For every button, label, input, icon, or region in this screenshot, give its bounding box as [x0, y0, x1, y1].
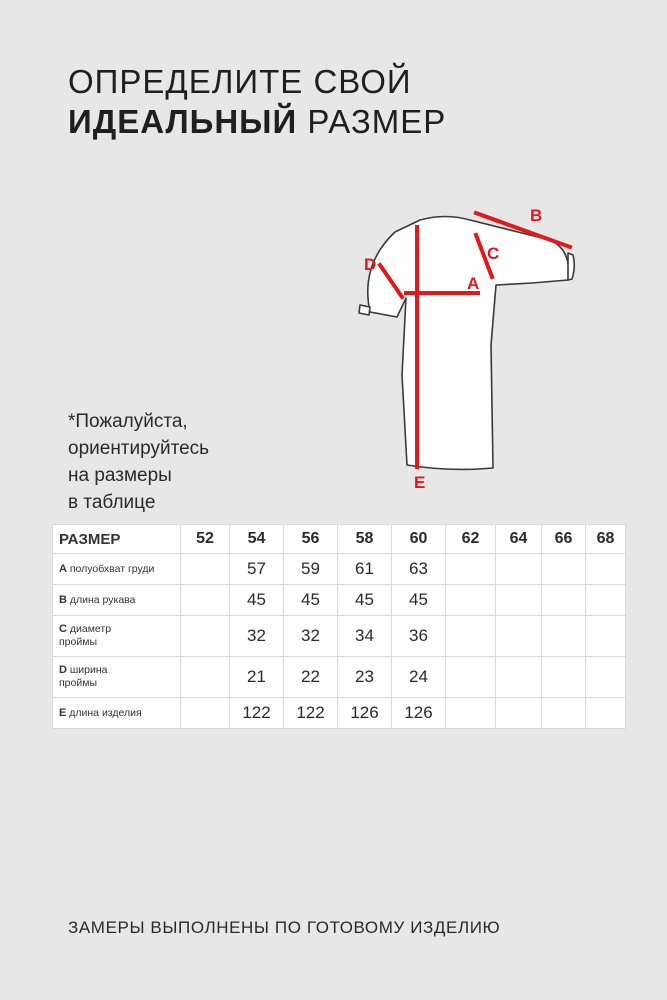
- table-cell: [586, 616, 626, 657]
- row-label: C диаметр проймы: [53, 616, 181, 657]
- table-cell: [496, 585, 542, 616]
- size-table: [52, 524, 626, 729]
- table-cell: 34: [338, 616, 392, 657]
- table-row: [53, 657, 626, 698]
- table-cell: 126: [338, 698, 392, 729]
- right-cuff: [568, 253, 574, 280]
- title-rest: РАЗМЕР: [297, 103, 447, 140]
- label-a: A: [467, 274, 480, 293]
- left-cuff: [359, 305, 370, 315]
- page-title: [68, 62, 446, 142]
- table-cell: 61: [338, 554, 392, 585]
- size-header: 66: [542, 525, 586, 554]
- row-label: E длина изделия: [53, 698, 181, 729]
- table-row: [53, 554, 626, 585]
- table-cell: [542, 616, 586, 657]
- size-header: 62: [446, 525, 496, 554]
- row-label: A полуобхват груди: [53, 554, 181, 585]
- table-cell: 45: [230, 585, 284, 616]
- table-cell: 57: [230, 554, 284, 585]
- table-cell: 45: [284, 585, 338, 616]
- dress-outline: [368, 217, 569, 470]
- note-line: ориентируйтесь: [68, 438, 210, 459]
- table-cell: 45: [392, 585, 446, 616]
- table-cell: [446, 585, 496, 616]
- label-e: E: [414, 473, 426, 492]
- row-label: D ширина проймы: [53, 657, 181, 698]
- table-cell: 126: [392, 698, 446, 729]
- table-cell: 22: [284, 657, 338, 698]
- label-b: B: [530, 206, 543, 225]
- dress-diagram: [350, 195, 590, 495]
- table-cell: 122: [284, 698, 338, 729]
- note-line: в таблице: [68, 492, 156, 513]
- table-cell: 36: [392, 616, 446, 657]
- label-c: C: [487, 244, 500, 263]
- row-label: B длина рукава: [53, 585, 181, 616]
- table-cell: [586, 657, 626, 698]
- table-cell: [586, 585, 626, 616]
- table-cell: 59: [284, 554, 338, 585]
- table-cell: 21: [230, 657, 284, 698]
- table-row: [53, 698, 626, 729]
- label-d: D: [364, 255, 377, 274]
- size-header: 68: [586, 525, 626, 554]
- table-cell: [181, 698, 230, 729]
- table-cell: [496, 554, 542, 585]
- table-cell: 122: [230, 698, 284, 729]
- size-header: 52: [181, 525, 230, 554]
- table-cell: [586, 698, 626, 729]
- table-cell: 24: [392, 657, 446, 698]
- table-cell: [181, 554, 230, 585]
- header-label: РАЗМЕР: [53, 525, 181, 554]
- table-row: [53, 585, 626, 616]
- size-header: 56: [284, 525, 338, 554]
- table-cell: 32: [230, 616, 284, 657]
- title-line-1: ОПРЕДЕЛИТЕ СВОЙ: [68, 63, 412, 100]
- table-cell: [586, 554, 626, 585]
- table-cell: [446, 657, 496, 698]
- table-cell: [496, 698, 542, 729]
- sizing-note: [68, 408, 209, 516]
- table-cell: [542, 657, 586, 698]
- table-cell: [446, 616, 496, 657]
- table-cell: 45: [338, 585, 392, 616]
- footer-note: ЗАМЕРЫ ВЫПОЛНЕНЫ ПО ГОТОВОМУ ИЗДЕЛИЮ: [68, 918, 501, 937]
- table-row: [53, 616, 626, 657]
- title-bold-word: ИДЕАЛЬНЫЙ: [68, 103, 298, 140]
- note-line: *Пожалуйста,: [68, 411, 188, 432]
- table-cell: 32: [284, 616, 338, 657]
- size-header: 60: [392, 525, 446, 554]
- table-cell: [446, 698, 496, 729]
- table-cell: [542, 554, 586, 585]
- table-cell: [496, 616, 542, 657]
- table-cell: [496, 657, 542, 698]
- table-cell: 23: [338, 657, 392, 698]
- size-header: 64: [496, 525, 542, 554]
- table-cell: [181, 657, 230, 698]
- table-cell: [542, 585, 586, 616]
- table-cell: [181, 585, 230, 616]
- size-header: 54: [230, 525, 284, 554]
- table-cell: [542, 698, 586, 729]
- note-line: на размеры: [68, 465, 172, 486]
- size-header: 58: [338, 525, 392, 554]
- table-header-row: [53, 525, 626, 554]
- table-cell: 63: [392, 554, 446, 585]
- table-cell: [181, 616, 230, 657]
- table-cell: [446, 554, 496, 585]
